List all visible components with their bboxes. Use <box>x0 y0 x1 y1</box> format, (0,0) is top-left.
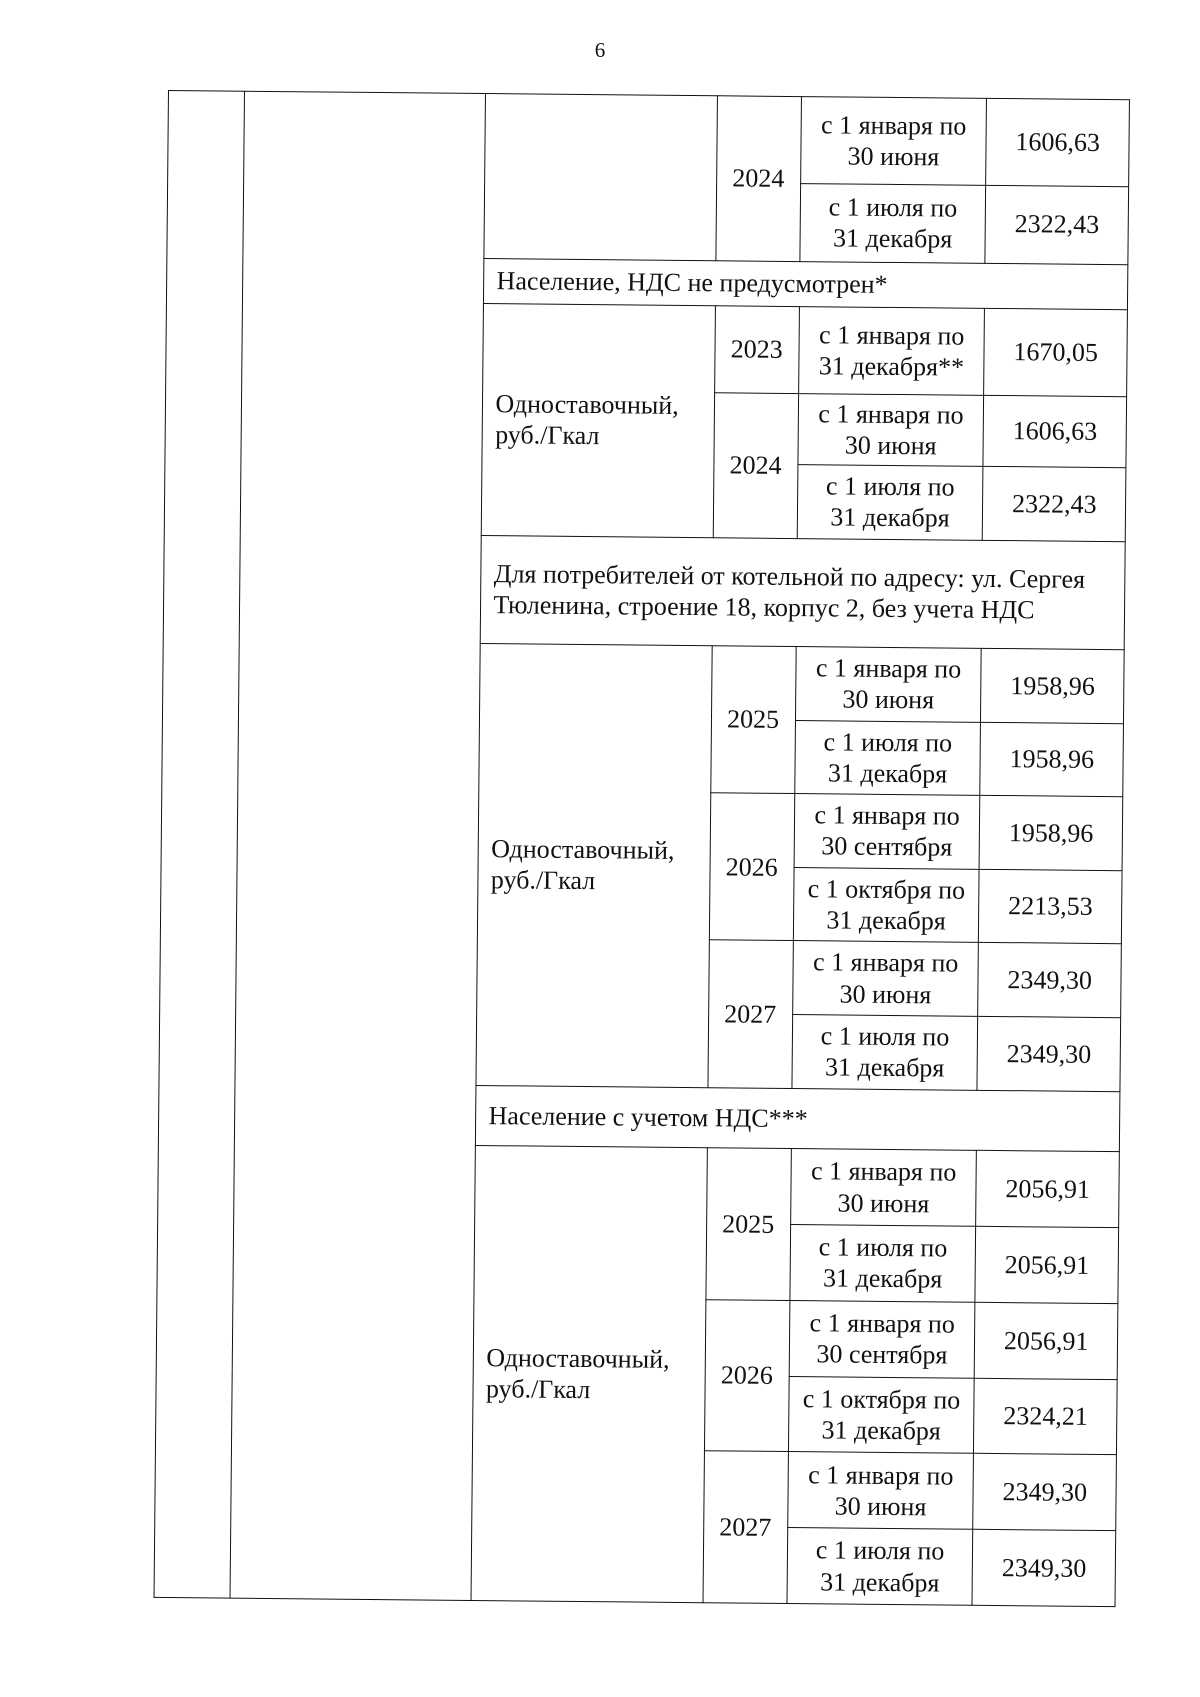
tariff-table-body <box>154 91 1129 1607</box>
period-end: 30 июня <box>844 430 937 461</box>
period-start: с 1 июля по <box>818 1232 948 1263</box>
tariff-value-cell: 1606,63 <box>983 395 1126 468</box>
period-end: 31 декабря <box>820 1566 940 1598</box>
year-cell: 2027 <box>707 940 793 1088</box>
period-end: 30 июня <box>834 1491 927 1522</box>
period-start: с 1 июля по <box>820 1021 950 1052</box>
year-cell: 2026 <box>709 793 795 941</box>
period-start: с 1 января по <box>808 1459 954 1491</box>
period-end: 31 декабря <box>832 223 953 254</box>
period-cell <box>788 1376 974 1454</box>
period-cell <box>794 794 980 869</box>
period-cell <box>792 1014 978 1089</box>
tariff-type-cell <box>484 94 717 261</box>
period-cell <box>789 1300 975 1378</box>
consumer-group-heading: Население с учетом НДС*** <box>476 1085 1120 1152</box>
consumer-group-heading: Для потребителей от котельной по адресу: ул. Сергея Тюленина, строение 18, корпус 2, без учета НДС <box>481 535 1126 649</box>
tariff-value-cell: 1606,63 <box>986 98 1129 186</box>
period-end: 30 июня <box>847 141 940 172</box>
period-start: с 1 июля по <box>823 726 953 758</box>
period-start: с 1 июля по <box>815 1535 945 1566</box>
period-cell <box>790 1224 976 1302</box>
period-start: с 1 января по <box>818 319 965 351</box>
tariff-value-cell: 2213,53 <box>979 869 1122 944</box>
period-end: 30 июня <box>837 1188 930 1218</box>
period-start: с 1 января по <box>820 109 967 141</box>
period-cell <box>800 183 986 263</box>
number-column-cell <box>154 91 244 1599</box>
period-start: с 1 октября по <box>802 1383 961 1415</box>
tariff-value-cell: 2322,43 <box>983 466 1126 541</box>
tariff-value-cell: 2349,30 <box>973 1454 1116 1531</box>
period-end: 31 декабря <box>822 1263 943 1294</box>
year-cell: 2025 <box>705 1148 791 1300</box>
period-end: 31 декабря <box>824 1052 945 1083</box>
tariff-type-cell: Одноставочный, руб./Гкал <box>471 1146 706 1603</box>
period-cell <box>793 867 979 942</box>
tariff-table <box>154 90 1130 1607</box>
period-cell <box>798 307 985 395</box>
period-end: 31 декабря <box>826 905 946 936</box>
year-cell: 2027 <box>703 1451 789 1604</box>
tariff-type-cell: Одноставочный, руб./Гкал <box>482 304 715 538</box>
period-cell <box>787 1528 973 1606</box>
year-cell: 2025 <box>710 646 796 794</box>
period-cell <box>800 97 987 185</box>
period-start: с 1 января по <box>812 947 959 979</box>
tariff-value-cell: 2322,43 <box>985 185 1128 264</box>
year-cell: 2026 <box>704 1299 790 1451</box>
period-start: с 1 июля по <box>825 471 955 502</box>
period-start: с 1 октября по <box>807 874 966 905</box>
organization-column-cell <box>230 91 486 1600</box>
period-start: с 1 января по <box>810 1156 957 1187</box>
period-cell <box>794 720 980 795</box>
tariff-value-cell: 1958,96 <box>980 722 1123 797</box>
tariff-value-cell: 2056,91 <box>975 1302 1118 1379</box>
year-cell: 2024 <box>713 392 799 538</box>
tariff-value-cell: 2056,91 <box>975 1226 1118 1303</box>
period-end: 31 декабря <box>830 502 950 533</box>
period-end: 30 июня <box>839 979 932 1009</box>
tariff-value-cell: 2349,30 <box>972 1529 1115 1606</box>
period-cell <box>790 1149 976 1227</box>
period-start: с 1 января по <box>809 1308 956 1339</box>
period-cell <box>787 1452 973 1530</box>
period-start: с 1 января по <box>818 398 964 430</box>
tariff-value-cell: 2349,30 <box>977 1016 1120 1091</box>
period-cell <box>795 646 981 721</box>
period-start: с 1 января по <box>814 800 960 831</box>
year-cell: 2024 <box>715 96 801 261</box>
period-end: 30 июня <box>842 684 935 715</box>
tariff-value-cell: 2324,21 <box>974 1378 1117 1455</box>
period-end: 30 сентября <box>821 831 953 862</box>
period-cell <box>798 393 984 466</box>
tariff-value-cell: 1670,05 <box>984 308 1127 396</box>
period-start: с 1 июля по <box>828 192 958 223</box>
period-start: с 1 января по <box>815 653 962 684</box>
period-cell <box>797 465 983 540</box>
tariff-value-cell: 2056,91 <box>976 1150 1119 1227</box>
period-cell <box>792 941 978 1016</box>
period-end: 31 декабря <box>821 1415 941 1446</box>
period-end: 30 сентября <box>816 1339 948 1370</box>
period-end: 31 декабря <box>827 758 948 789</box>
consumer-group-heading: Население, НДС не предусмотрен* <box>484 258 1128 310</box>
tariff-value-cell: 2349,30 <box>978 943 1121 1018</box>
tariff-type-cell: Одноставочный, руб./Гкал <box>476 643 711 1087</box>
page-number: 6 <box>594 38 606 62</box>
tariff-value-cell: 1958,96 <box>979 795 1122 870</box>
tariff-value-cell: 1958,96 <box>981 648 1124 723</box>
tariff-row <box>168 91 1130 187</box>
period-end: 31 декабря** <box>818 351 965 382</box>
year-cell: 2023 <box>714 306 799 393</box>
